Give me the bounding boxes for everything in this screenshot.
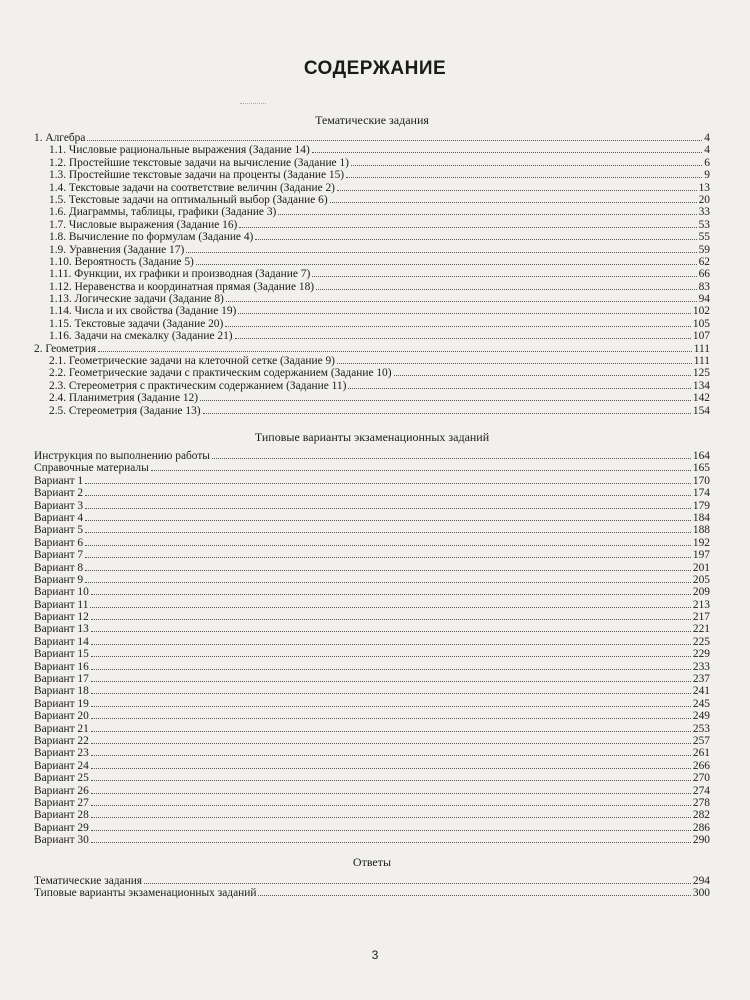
toc-entry[interactable] — [34, 562, 710, 574]
dot-leader — [203, 412, 691, 414]
toc-entry-title: 1.9. Уравнения (Задание 17) — [49, 243, 185, 256]
dot-leader — [91, 767, 691, 769]
dot-leader — [91, 754, 691, 756]
toc-entry-page: 257 — [692, 734, 710, 747]
toc-entry-title: Вариант 4 — [34, 511, 84, 524]
toc-entry[interactable] — [34, 636, 710, 648]
dot-leader — [91, 593, 691, 595]
dot-leader — [85, 569, 691, 571]
dot-leader — [87, 139, 702, 141]
toc-entry-page: 213 — [692, 598, 710, 611]
toc-entry-title: Вариант 17 — [34, 673, 89, 686]
toc-entry[interactable] — [34, 887, 710, 899]
toc-entry-title: Вариант 21 — [34, 722, 89, 735]
toc-entry-title: 1.6. Диаграммы, таблицы, графики (Задание 3) — [49, 206, 277, 219]
toc-entry-title: 1.3. Простейшие текстовые задачи на проценты (Задание 15) — [49, 169, 345, 182]
toc-entry[interactable] — [34, 809, 710, 821]
toc-entry-title: 1.11. Функции, их графики и производная (Задание 7) — [49, 268, 311, 281]
dot-leader — [85, 494, 691, 496]
toc-entry-title: 2.4. Планиметрия (Задание 12) — [49, 392, 199, 405]
toc-entry-page: 66 — [698, 268, 710, 281]
toc-entry[interactable] — [34, 330, 710, 342]
dot-leader — [225, 325, 691, 327]
dot-leader — [346, 176, 702, 178]
answers-list — [34, 875, 710, 900]
dot-leader — [85, 556, 691, 558]
dot-leader — [85, 519, 691, 521]
toc-entry-title: Вариант 29 — [34, 821, 89, 834]
toc-entry-page: 53 — [698, 218, 710, 231]
toc-entry-title: 1.14. Числа и их свойства (Задание 19) — [49, 305, 237, 318]
toc-entry-page: 300 — [692, 887, 710, 900]
toc-entry-title: Вариант 25 — [34, 772, 89, 785]
toc-entry-title: 1.15. Текстовые задачи (Задание 20) — [49, 317, 224, 330]
toc-entry-page: 286 — [692, 821, 710, 834]
dot-leader — [91, 779, 691, 781]
toc-entry-title: Вариант 22 — [34, 734, 89, 747]
dot-leader — [186, 251, 696, 253]
dot-leader — [212, 457, 691, 459]
toc-entry-page: 170 — [692, 474, 710, 487]
toc-entry-page: 111 — [693, 342, 710, 355]
toc-entry-page: 154 — [692, 404, 710, 417]
toc-entry-title: 1.16. Задачи на смекалку (Задание 21) — [49, 330, 233, 343]
toc-entry[interactable] — [34, 673, 710, 685]
toc-entry-title: Вариант 10 — [34, 586, 89, 599]
toc-entry-page: 62 — [698, 255, 710, 268]
dot-leader — [312, 275, 696, 277]
dot-leader — [85, 507, 691, 509]
toc-entry-page: 209 — [692, 586, 710, 599]
toc-entry-page: 233 — [692, 660, 710, 673]
dot-leader — [255, 238, 696, 240]
dot-leader — [85, 581, 691, 583]
toc-entry[interactable] — [34, 405, 710, 417]
toc-entry[interactable] — [34, 182, 710, 194]
toc-entry-page: 9 — [704, 169, 710, 182]
toc-entry-page: 294 — [692, 875, 710, 887]
toc-entry[interactable] — [34, 685, 710, 697]
toc-entry[interactable] — [34, 487, 710, 499]
toc-entry-page: 290 — [692, 834, 710, 847]
variants-section — [34, 430, 710, 847]
dot-leader — [351, 164, 702, 166]
dot-leader — [85, 531, 691, 533]
toc-entry[interactable] — [34, 462, 710, 474]
toc-entry-page: 249 — [692, 710, 710, 723]
dot-leader — [90, 606, 691, 608]
toc-entry[interactable] — [34, 293, 710, 305]
toc-entry-title: Вариант 5 — [34, 524, 84, 537]
toc-entry-page: 134 — [692, 379, 710, 392]
toc-entry-page: 142 — [692, 392, 710, 405]
page-title: СОДЕРЖАНИЕ — [303, 58, 447, 79]
toc-entry-title: Вариант 7 — [34, 549, 84, 562]
toc-entry-title: 2.5. Стереометрия (Задание 13) — [49, 404, 201, 417]
toc-entry-page: 83 — [698, 280, 710, 293]
toc-entry-page: 270 — [692, 772, 710, 785]
toc-entry-title: Типовые варианты экзаменационных заданий — [34, 887, 257, 900]
toc-entry-page: 241 — [692, 685, 710, 698]
toc-entry-page: 237 — [692, 673, 710, 686]
dot-leader — [238, 312, 691, 314]
dot-leader — [98, 350, 692, 352]
toc-entry-title: Вариант 8 — [34, 561, 84, 574]
toc-entry-title: Вариант 1 — [34, 474, 84, 487]
toc-entry[interactable] — [34, 450, 710, 462]
toc-entry-page: 94 — [698, 293, 710, 306]
toc-entry-page: 282 — [692, 809, 710, 822]
toc-entry[interactable] — [34, 611, 710, 623]
dot-leader — [91, 705, 691, 707]
toc-entry-page: 102 — [692, 305, 710, 318]
dot-leader — [258, 894, 690, 896]
toc-entry-title: 1.13. Логические задачи (Задание 8) — [49, 293, 224, 306]
answers-section — [34, 855, 710, 900]
toc-entry-title: 1.2. Простейшие текстовые задачи на вычисление (Задание 1) — [49, 156, 349, 169]
toc-entry-title: Вариант 19 — [34, 697, 89, 710]
toc-entry-page: 125 — [692, 367, 710, 380]
dot-leader — [85, 482, 691, 484]
toc-entry-title: 2.2. Геометрические задачи с практическим содержанием (Задание 10) — [49, 367, 392, 380]
toc-entry-page: 229 — [692, 648, 710, 661]
toc-entry[interactable] — [34, 500, 710, 512]
toc-entry-title: Вариант 14 — [34, 635, 89, 648]
dot-leader — [91, 680, 691, 682]
toc-entry[interactable] — [34, 144, 710, 156]
toc-entry-title: Вариант 11 — [34, 598, 89, 611]
page-number: 3 — [371, 948, 379, 962]
toc-entry[interactable] — [34, 586, 710, 598]
toc-entry-title: 1.1. Числовые рациональные выражения (Задание 14) — [49, 144, 310, 157]
thematic-section — [34, 113, 710, 417]
toc-entry[interactable] — [34, 822, 710, 834]
toc-entry-page: 261 — [692, 747, 710, 760]
toc-entry-page: 107 — [692, 330, 710, 343]
dot-leader — [348, 387, 691, 389]
dot-leader — [85, 544, 691, 546]
toc-entry[interactable] — [34, 710, 710, 722]
toc-entry-title: 1.8. Вычисление по формулам (Задание 4) — [49, 231, 254, 244]
toc-entry[interactable] — [34, 268, 710, 280]
toc-entry[interactable] — [34, 231, 710, 243]
toc-entry[interactable] — [34, 875, 710, 887]
toc-entry[interactable] — [34, 772, 710, 784]
toc-entry-page: 111 — [693, 355, 710, 368]
toc-entry[interactable] — [34, 281, 710, 293]
toc-entry[interactable] — [34, 256, 710, 268]
toc-entry-title: 2.3. Стереометрия с практическим содержанием (Задание 11) — [49, 379, 347, 392]
toc-entry-page: 174 — [692, 487, 710, 500]
toc-entry-page: 4 — [704, 144, 710, 157]
toc-entry-title: Вариант 20 — [34, 710, 89, 723]
toc-entry[interactable] — [34, 512, 710, 524]
toc-entry-title: Вариант 9 — [34, 573, 84, 586]
toc-entry[interactable] — [34, 475, 710, 487]
toc-entry-title: Вариант 6 — [34, 536, 84, 549]
toc-entry-page: 55 — [698, 231, 710, 244]
dot-leader — [394, 374, 691, 376]
toc-entry[interactable] — [34, 797, 710, 809]
toc-entry[interactable] — [34, 785, 710, 797]
dot-leader — [91, 630, 691, 632]
toc-entry-title: 2.1. Геометрические задачи на клеточной сетке (Задание 9) — [49, 355, 335, 368]
toc-entry-page: 20 — [698, 193, 710, 206]
toc-entry[interactable] — [34, 599, 710, 611]
toc-entry[interactable] — [34, 623, 710, 635]
toc-entry-page: 274 — [692, 784, 710, 797]
toc-entry-page: 13 — [698, 181, 710, 194]
toc-entry-page: 253 — [692, 722, 710, 735]
toc-entry[interactable] — [34, 549, 710, 561]
toc-entry[interactable] — [34, 760, 710, 772]
dot-leader — [91, 618, 691, 620]
dot-leader — [337, 362, 692, 364]
toc-entry-page: 205 — [692, 573, 710, 586]
toc-entry-title: 1.5. Текстовые задачи на оптимальный выбор (Задание 6) — [49, 193, 328, 206]
toc-entry-page: 184 — [692, 511, 710, 524]
toc-entry[interactable] — [34, 305, 710, 317]
toc-entry-page: 188 — [692, 524, 710, 537]
toc-entry-title: Вариант 23 — [34, 747, 89, 760]
toc-entry-title: 1. Алгебра — [34, 132, 86, 144]
toc-entry-title: Вариант 2 — [34, 487, 84, 500]
thematic-heading: Тематические задания — [315, 113, 429, 127]
toc-entry-title: 1.10. Вероятность (Задание 5) — [49, 255, 194, 268]
dot-leader — [151, 469, 691, 471]
toc-entry[interactable] — [34, 206, 710, 218]
dot-leader — [91, 804, 691, 806]
toc-entry[interactable] — [34, 392, 710, 404]
decorative-rule — [240, 103, 266, 104]
toc-entry-title: Вариант 24 — [34, 759, 89, 772]
dot-leader — [91, 730, 691, 732]
answers-heading: Ответы — [352, 855, 392, 869]
toc-entry[interactable] — [34, 343, 710, 355]
toc-entry[interactable] — [34, 244, 710, 256]
dot-leader — [91, 692, 691, 694]
dot-leader — [91, 717, 691, 719]
toc-entry[interactable] — [34, 648, 710, 660]
dot-leader — [330, 201, 697, 203]
toc-entry[interactable] — [34, 537, 710, 549]
toc-entry[interactable] — [34, 169, 710, 181]
dot-leader — [91, 655, 691, 657]
toc-entry-page: 266 — [692, 759, 710, 772]
dot-leader — [91, 643, 691, 645]
variants-heading: Типовые варианты экзаменационных заданий — [254, 430, 490, 444]
toc-entry-page: 105 — [692, 317, 710, 330]
toc-entry[interactable] — [34, 574, 710, 586]
toc-entry-title: Тематические задания — [34, 875, 143, 887]
toc-entry-page: 217 — [692, 611, 710, 624]
dot-leader — [235, 337, 691, 339]
toc-entry-title: Инструкция по выполнению работы — [34, 450, 210, 462]
toc-entry-page: 59 — [698, 243, 710, 256]
toc-entry-title: 1.7. Числовые выражения (Задание 16) — [49, 218, 238, 231]
toc-entry-title: Вариант 28 — [34, 809, 89, 822]
dot-leader — [91, 792, 691, 794]
toc-entry-title: Вариант 15 — [34, 648, 89, 661]
toc-entry-page: 6 — [704, 156, 710, 169]
toc-entry-page: 4 — [704, 132, 710, 144]
toc-entry-title: Вариант 18 — [34, 685, 89, 698]
toc-entry-title: Справочные материалы — [34, 462, 149, 475]
toc-entry[interactable] — [34, 747, 710, 759]
toc-entry-page: 33 — [698, 206, 710, 219]
toc-entry[interactable] — [34, 834, 710, 846]
dot-leader — [91, 816, 691, 818]
thematic-list — [34, 132, 710, 417]
toc-entry-title: Вариант 26 — [34, 784, 89, 797]
toc-entry[interactable] — [34, 219, 710, 231]
toc-entry-page: 278 — [692, 796, 710, 809]
toc-entry-title: Вариант 13 — [34, 623, 89, 636]
toc-entry-title: Вариант 12 — [34, 611, 89, 624]
toc-entry-page: 221 — [692, 623, 710, 636]
dot-leader — [91, 841, 691, 843]
dot-leader — [312, 151, 703, 153]
toc-entry-title: 1.12. Неравенства и координатная прямая (Задание 18) — [49, 280, 315, 293]
toc-entry[interactable] — [34, 380, 710, 392]
dot-leader — [200, 399, 691, 401]
toc-entry[interactable] — [34, 698, 710, 710]
toc-entry-title: Вариант 30 — [34, 834, 89, 847]
toc-entry[interactable] — [34, 367, 710, 379]
variants-list — [34, 450, 710, 847]
toc-entry-title: Вариант 3 — [34, 499, 84, 512]
toc-entry[interactable] — [34, 132, 710, 144]
toc-entry-page: 179 — [692, 499, 710, 512]
toc-entry-page: 201 — [692, 561, 710, 574]
toc-entry[interactable] — [34, 194, 710, 206]
toc-entry-page: 165 — [692, 462, 710, 475]
toc-entry-page: 164 — [692, 450, 710, 462]
toc-entry[interactable] — [34, 355, 710, 367]
toc-entry-page: 197 — [692, 549, 710, 562]
toc-entry[interactable] — [34, 723, 710, 735]
toc-entry[interactable] — [34, 318, 710, 330]
dot-leader — [226, 300, 697, 302]
dot-leader — [196, 263, 697, 265]
dot-leader — [91, 829, 691, 831]
toc-entry-page: 225 — [692, 635, 710, 648]
dot-leader — [278, 213, 696, 215]
dot-leader — [91, 668, 691, 670]
dot-leader — [316, 288, 697, 290]
toc-entry-title: 2. Геометрия — [34, 342, 97, 355]
toc-entry-title: Вариант 27 — [34, 796, 89, 809]
toc-entry[interactable] — [34, 735, 710, 747]
toc-entry-title: Вариант 16 — [34, 660, 89, 673]
toc-entry[interactable] — [34, 157, 710, 169]
toc-entry-title: 1.4. Текстовые задачи на соответствие величин (Задание 2) — [49, 181, 335, 194]
toc-entry[interactable] — [34, 661, 710, 673]
dot-leader — [91, 742, 691, 744]
dot-leader — [337, 189, 697, 191]
toc-entry[interactable] — [34, 524, 710, 536]
toc-entry-page: 245 — [692, 697, 710, 710]
dot-leader — [144, 882, 691, 884]
toc-entry-page: 192 — [692, 536, 710, 549]
dot-leader — [239, 226, 696, 228]
